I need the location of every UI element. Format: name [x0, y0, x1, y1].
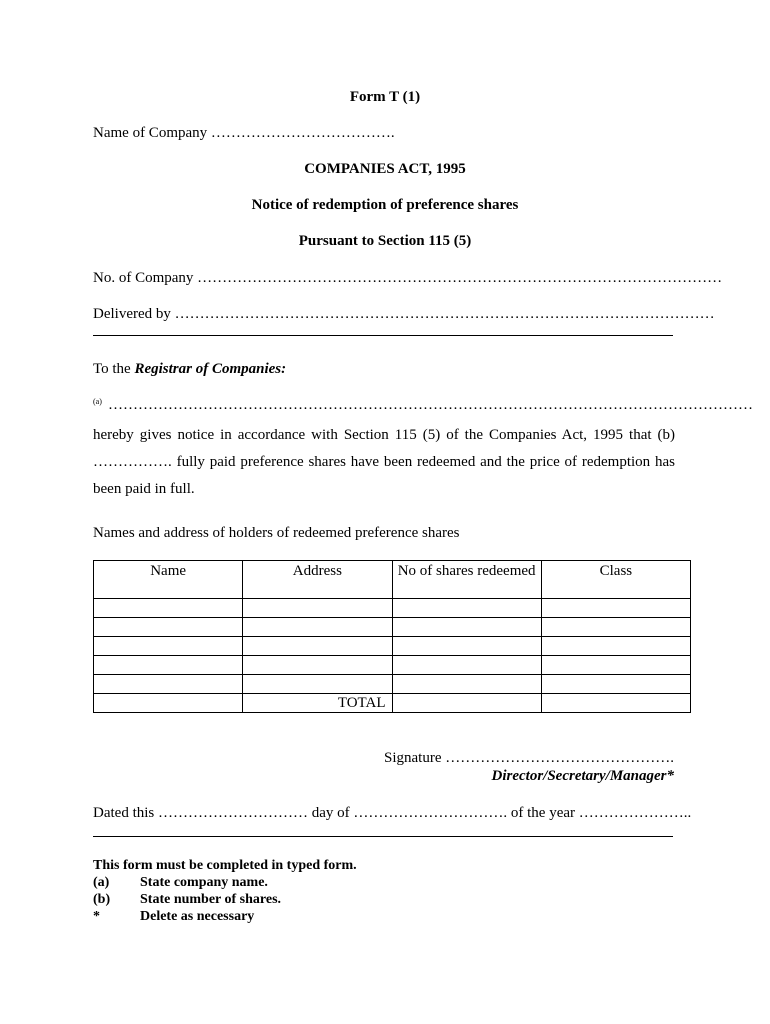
table-header-row [94, 561, 691, 599]
date-line: Dated this ………………………… day of …………………………. of the year ………………….. [93, 805, 692, 821]
company-number-field: No. of Company …………………………………………………………………………………………… [93, 270, 723, 286]
column-header-address: Address [243, 561, 392, 599]
note-a-marker: (a) [93, 397, 102, 406]
pursuant-line: Pursuant to Section 115 (5) [298, 233, 472, 249]
column-header-name: Name [94, 561, 243, 599]
divider-bottom [93, 836, 673, 837]
notice-title: Notice of redemption of preference shares [251, 197, 519, 213]
divider-top [93, 335, 673, 336]
signatory-title: Director/Secretary/Manager* [491, 768, 674, 784]
holders-heading: Names and address of holders of redeemed preference shares [93, 525, 460, 541]
column-header-shares: No of shares redeemed [392, 561, 541, 599]
column-header-class: Class [541, 561, 690, 599]
footnote-instruction [93, 857, 357, 874]
footnote-star [93, 908, 357, 925]
footnote-text: State company name. [140, 875, 268, 890]
registrar-label: Registrar of Companies: [134, 361, 287, 377]
footnote-text: This form must be completed in typed form. [93, 858, 357, 873]
form-title: Form T (1) [349, 89, 421, 105]
table-row [94, 675, 691, 694]
footnote-a [93, 874, 357, 891]
footnotes [93, 857, 357, 925]
notice-body: hereby gives notice in accordance with Section 115 (5) of the Companies Act, 1995 that (b) ……………. fully paid preference shares have been redeemed and the price of redemption has been paid in full. [93, 427, 675, 497]
delivered-by-field: Delivered by ……………………………………………………………………………………………… [93, 306, 715, 322]
footnote-b [93, 891, 357, 908]
company-name-field: Name of Company ………………………………. [93, 125, 395, 141]
footnote-text: Delete as necessary [140, 909, 255, 924]
company-line-dots: ………………………………………………………………………………………………………………… [108, 397, 753, 413]
total-label: TOTAL [243, 694, 392, 713]
footnote-mark: * [93, 909, 100, 924]
to-prefix: To the [93, 361, 135, 377]
registrar-line [93, 361, 286, 378]
table-row [94, 618, 691, 637]
table-row [94, 656, 691, 675]
table-row [94, 599, 691, 618]
signature-field: Signature ………………………………………. [384, 750, 674, 766]
footnote-mark: (b) [93, 892, 111, 907]
footnote-text: State number of shares. [140, 892, 282, 907]
table-row [94, 637, 691, 656]
holders-table [93, 560, 691, 713]
footnote-mark: (a) [93, 875, 110, 890]
table-total-row [94, 694, 691, 713]
act-title: COMPANIES ACT, 1995 [304, 161, 466, 177]
